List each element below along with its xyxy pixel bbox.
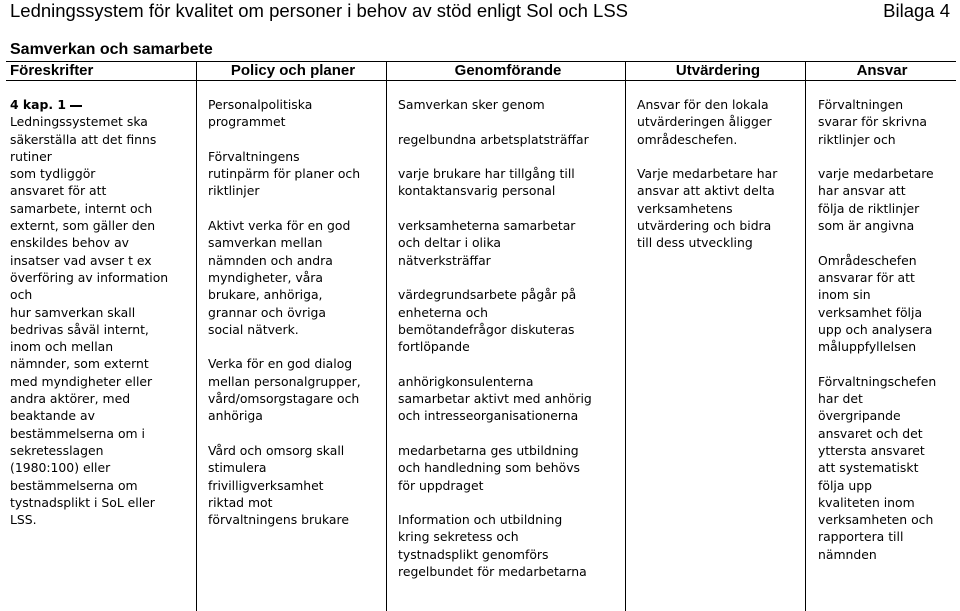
paragraph-mark-icon <box>70 105 82 107</box>
page-header <box>10 0 950 22</box>
column-divider <box>805 61 806 611</box>
chapter-ref <box>10 96 188 113</box>
spacer <box>208 200 388 217</box>
spacer <box>208 425 388 442</box>
impl-p7: medarbetarna ges utbildning och handledning som behövs för uppdraget <box>398 442 580 493</box>
policy-p3: Aktivt verka för en god samverkan mellan nämnden och andra myndigheter, våra brukare, anhöriga, grannar och övriga social nätverk. <box>208 218 351 337</box>
regulation-text: Ledningssystemet ska säkerställa att det finns rutiner som tydliggör ansvaret för att samarbete, internt och externt, som gäller den enskildes behov av insatser vad avser t ex överföring av information och hur samverkan skall bedrivas såväl internt, inom och mellan nämnder, som externt med myndigheter eller andra aktörer, med beaktande av bestämmelserna om i sekretesslagen (1980:100) eller bestämmelserna om tystnadsplikt i SoL eller LSS. <box>10 114 169 528</box>
header-ansvar: Ansvar <box>808 62 956 81</box>
column-divider <box>625 61 626 611</box>
spacer <box>398 113 622 130</box>
spacer <box>637 148 807 165</box>
resp-p3: Områdeschefen ansvarar för att inom sin verksamhet följa upp och analysera måluppfyllelsen <box>818 252 933 355</box>
policy-p4: Verka för en god dialog mellan personalgrupper, vård/omsorgstagare och anhöriga <box>208 356 361 424</box>
document-title: Ledningssystem för kvalitet om personer i behov av stöd enligt Sol och LSS <box>10 0 629 21</box>
column-header-table <box>6 61 956 81</box>
spacer <box>818 234 958 251</box>
impl-p6: anhörigkonsulenterna samarbetar aktivt med anhörig och intresseorganisationerna <box>398 373 592 424</box>
spacer <box>818 148 958 165</box>
header-utvardering: Utvärdering <box>628 62 808 81</box>
column-policy <box>208 96 388 528</box>
header-policy-och-planer: Policy och planer <box>198 62 388 81</box>
policy-p1: Personalpolitiska programmet <box>208 97 313 130</box>
policy-p2: Förvaltningens rutinpärm för planer och riktlinjer <box>208 148 361 199</box>
spacer <box>398 355 622 372</box>
appendix-label: Bilaga 4 <box>883 0 950 21</box>
impl-p2: regelbundna arbetsplatsträffar <box>398 131 589 147</box>
column-utvardering <box>637 96 807 252</box>
impl-p1: Samverkan sker genom <box>398 97 545 112</box>
resp-p1: Förvaltningen svarar för skrivna riktlinjer och <box>818 97 928 147</box>
spacer <box>398 148 622 165</box>
chapter-label: 4 kap. 1 <box>10 97 67 112</box>
policy-p5: Vård och omsorg skall stimulera frivilligverksamhet riktad mot förvaltningens brukare <box>208 442 349 528</box>
section-title: Samverkan och samarbete <box>10 41 213 58</box>
resp-p2: varje medarbetare har ansvar att följa de riktlinjer som är angivna <box>818 166 934 234</box>
eval-p1: Ansvar för den lokala utvärderingen åligger områdeschefen. <box>637 97 772 147</box>
content-columns <box>10 96 956 611</box>
header-foreskrifter: Föreskrifter <box>6 62 198 81</box>
column-divider <box>196 61 197 611</box>
spacer <box>398 425 622 442</box>
impl-p4: verksamheterna samarbetar och deltar i olika nätverksträffar <box>398 218 576 268</box>
column-divider <box>386 61 387 611</box>
spacer <box>398 269 622 286</box>
resp-p4: Förvaltningschefen har det övergripande ansvaret och det yttersta ansvaret att systematiskt följa upp kvaliteten inom verksamheten och rapportera till nämnden <box>818 373 937 562</box>
spacer <box>398 200 622 217</box>
spacer <box>398 494 622 511</box>
column-foreskrifter <box>10 96 188 528</box>
impl-p3: varje brukare har tillgång till kontaktansvarig personal <box>398 166 575 199</box>
eval-p2: Varje medarbetare har ansvar att aktivt delta verksamhetens utvärdering och bidra till dess utveckling <box>637 166 778 251</box>
spacer <box>818 355 958 372</box>
column-genomforande <box>398 96 622 580</box>
impl-p5: värdegrundsarbete pågår på enheterna och bemötandefrågor diskuteras fortlöpande <box>398 287 577 355</box>
impl-p8: Information och utbildning kring sekretess och tystnadsplikt genomförs regelbundet för medarbetarna <box>398 512 587 580</box>
spacer <box>208 338 388 355</box>
header-genomforande: Genomförande <box>388 62 628 81</box>
column-ansvar <box>818 96 958 563</box>
spacer <box>208 131 388 148</box>
